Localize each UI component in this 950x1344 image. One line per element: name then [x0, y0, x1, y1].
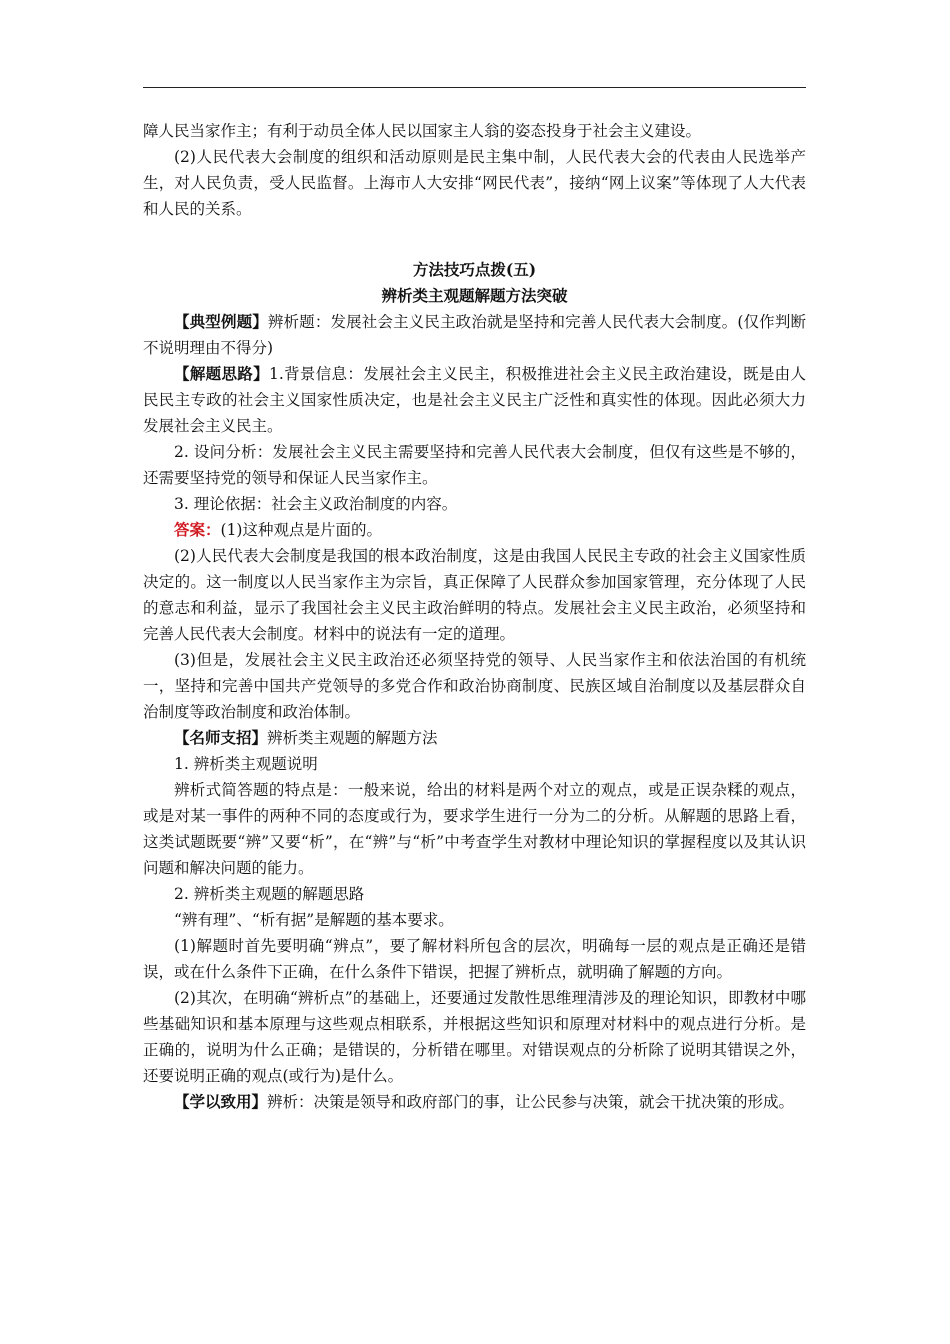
example-paragraph: [143, 309, 806, 361]
answer-p2: (2)人民代表大会制度是我国的根本政治制度，这是由我国人民民主专政的社会主义国家性质决定的。这一制度以人民当家作主为宗旨，真正保障了人民群众参加国家管理，充分体现了人民的意志和利益，显示了我国社会主义民主政治鲜明的特点。发展社会主义民主政治，必须坚持和完善人民代表大会制度。材料中的说法有一定的道理。: [143, 547, 806, 643]
tips-title: 辨析类主观题的解题方法: [267, 729, 438, 747]
section-title: 方法技巧点拨(五): [412, 260, 537, 279]
apply-text: 辨析：决策是领导和政府部门的事，让公民参与决策，就会干扰决策的形成。: [267, 1093, 795, 1111]
answer-p3: (3)但是，发展社会主义民主政治还必须坚持党的领导、人民当家作主和依法治国的有机统一，坚持和完善中国共产党领导的多党合作和政治协商制度、民族区域自治制度以及基层群众自治制度等政治制度和政治体制。: [143, 651, 806, 721]
thinking-label: 【解题思路】: [174, 364, 269, 383]
tips-heading-1: 1. 辨析类主观题说明: [174, 755, 318, 773]
apply-paragraph: [143, 1089, 806, 1115]
tips-heading-2-text: “辨有理”、“析有据”是解题的基本要求。: [174, 911, 454, 929]
example-text: 辨析题：发展社会主义民主政治就是坚持和完善人民代表大会制度。(仅作判断不说明理由不得分): [143, 313, 806, 357]
paragraph-top: 障人民当家作主；有利于动员全体人民以国家主人翁的姿态投身于社会主义建设。: [143, 122, 702, 140]
apply-label: 【学以致用】: [174, 1092, 268, 1111]
tips-p2: (2)其次，在明确“辨析点”的基础上，还要通过发散性思维理清涉及的理论知识，即教材中哪些基础知识和基本原理与这些观点相联系，并根据这些知识和原理对材料中的观点进行分析。是正确的，说明为什么正确；是错误的，分析错在哪里。对错误观点的分析除了说明其错误之外，还要说明正确的观点(或行为)是什么。: [143, 989, 806, 1085]
thinking-text: 1.背景信息：发展社会主义民主，积极推进社会主义民主政治建设，既是由人民民主专政的社会主义国家性质决定，也是社会主义民主广泛性和真实性的体现。因此必须大力发展社会主义民主。: [143, 365, 806, 435]
thinking-step3: 3. 理论依据：社会主义政治制度的内容。: [174, 495, 458, 513]
tips-heading-2: 2. 辨析类主观题的解题思路: [174, 885, 365, 903]
paragraph-2: (2)人民代表大会制度的组织和活动原则是民主集中制，人民代表大会的代表由人民选举产生，对人民负责，受人民监督。上海市人大安排“网民代表”，接纳“网上议案”等体现了人大代表和人民的关系。: [143, 148, 806, 218]
header-rule: [143, 87, 806, 88]
tips-heading-1-text: 辨析式简答题的特点是：一般来说，给出的材料是两个对立的观点，或是正误杂糅的观点，或是对某一事件的两种不同的态度或行为，要求学生进行一分为二的分析。从解题的思路上看，这类试题既要“辨”又要“析”，在“辨”与“析”中考查学生对教材中理论知识的掌握程度以及其认识问题和解决问题的能力。: [143, 781, 806, 877]
section-subtitle: 辨析类主观题解题方法突破: [381, 286, 568, 305]
thinking-paragraph: [143, 361, 806, 439]
document-body: [143, 118, 806, 1115]
tips-paragraph: [143, 725, 806, 751]
answer-label: 答案：: [174, 520, 221, 539]
tips-p1: (1)解题时首先要明确“辨点”，要了解材料所包含的层次，明确每一层的观点是正确还是错误，或在什么条件下正确，在什么条件下错误，把握了辨析点，就明确了解题的方向。: [143, 937, 806, 981]
thinking-step2: 2. 设问分析：发展社会主义民主需要坚持和完善人民代表大会制度，但仅有这些是不够的，还需要坚持党的领导和保证人民当家作主。: [143, 443, 806, 487]
answer-p1: (1)这种观点是片面的。: [220, 521, 382, 539]
tips-label: 【名师支招】: [174, 728, 268, 747]
example-label: 【典型例题】: [174, 312, 268, 331]
answer-paragraph: [143, 517, 806, 543]
